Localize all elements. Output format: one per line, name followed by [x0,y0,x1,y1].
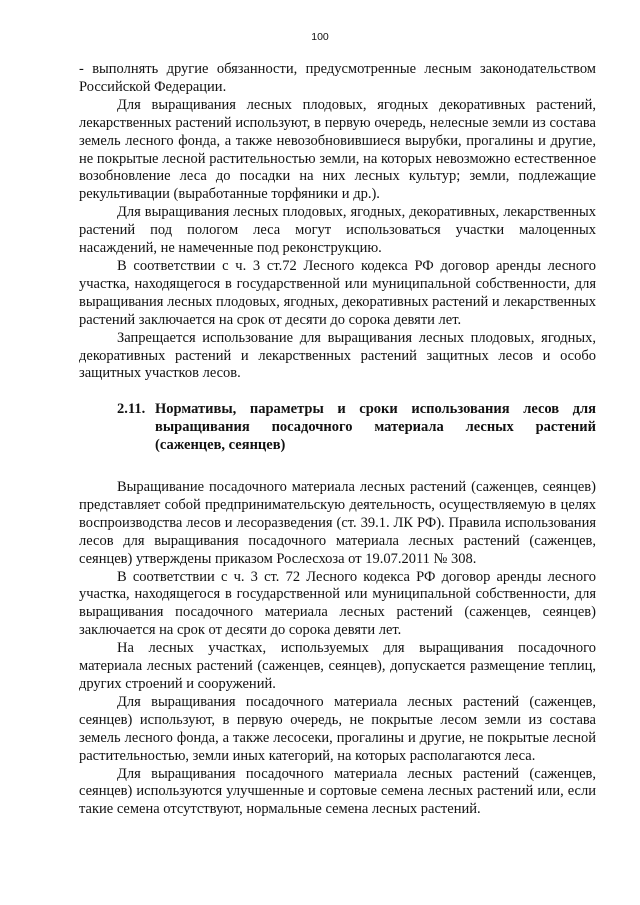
paragraph: - выполнять другие обязанности, предусмотренные лесным законодательством Российской Федерации. [79,61,596,95]
paragraph: В соответствии с ч. 3 ст. 72 Лесного кодекса РФ договор аренды лесного участка, находящегося в государственной или муниципальной собственности, для выращивания посадочного материала лесных растений (саженцев, сеянцев) заключается на срок от десяти до сорока девяти лет. [79,568,596,639]
paragraph: Для выращивания лесных плодовых, ягодных, декоративных, лекарственных растений под пологом леса могут использоваться участки малоценных насаждений, не намеченные под реконструкцию. [79,204,596,257]
section-number: 2.11. [117,401,146,418]
paragraph: Запрещается использование для выращивания лесных плодовых, ягодных, декоративных растений и лекарственных растений защитных лесов и особо защитных участков лесов. [79,329,596,382]
page-number: 100 [311,31,329,43]
paragraph: В соответствии с ч. 3 ст.72 Лесного кодекса РФ договор аренды лесного участка, находящегося в государственной или муниципальной собственности, для выращивания лесных плодовых, ягодных, декоративных растений и лекарственных растений заключается на срок от десяти до сорока девяти лет. [79,257,596,328]
paragraph: Для выращивания посадочного материала лесных растений (саженцев, сеянцев) используют, в первую очередь, не покрытые лесом земли из состава земель лесного фонда, а также лесосеки, прогалины и другие, не покрытые лесной растительностью, земли иных категорий, на которых располагаются леса. [79,693,596,764]
document-body [79,61,596,819]
section-title: Нормативы, параметры и сроки использования лесов для выращивания посадочного материала лесных растений (саженцев, сеянцев) [155,401,596,454]
paragraph: На лесных участках, используемых для выращивания посадочного материала лесных растений (саженцев, сеянцев), допускается размещение теплиц, других строений и сооружений. [79,640,596,692]
paragraph: Для выращивания посадочного материала лесных растений (саженцев, сеянцев) используются улучшенные и сортовые семена лесных растений или, если такие семена отсутствуют, нормальные семена лесных растений. [79,765,596,818]
paragraph: Выращивание посадочного материала лесных растений (саженцев, сеянцев) представляет собой предпринимательскую деятельность, осуществляемую в целях воспроизводства лесов и лесоразведения (ст. 39.1. ЛК РФ). Правила использования лесов для выращивания посадочного материала лесных растений (саженцев, сеянцев) утверждены приказом Рослесхоза от 19.07.2011 № 308. [79,479,596,567]
section-heading [117,401,596,455]
paragraph: Для выращивания лесных плодовых, ягодных декоративных растений, лекарственных растений используют, в первую очередь, нелесные земли из состава земель лесного фонда, а также невозобновившиеся вырубки, прогалины и другие, не покрытые лесной растительностью земли, на которых невозможно естественное возобновление леса до посадки на них лесных культур; земли, подлежащие рекультивации (выработанные торфяники и др.). [79,96,596,203]
